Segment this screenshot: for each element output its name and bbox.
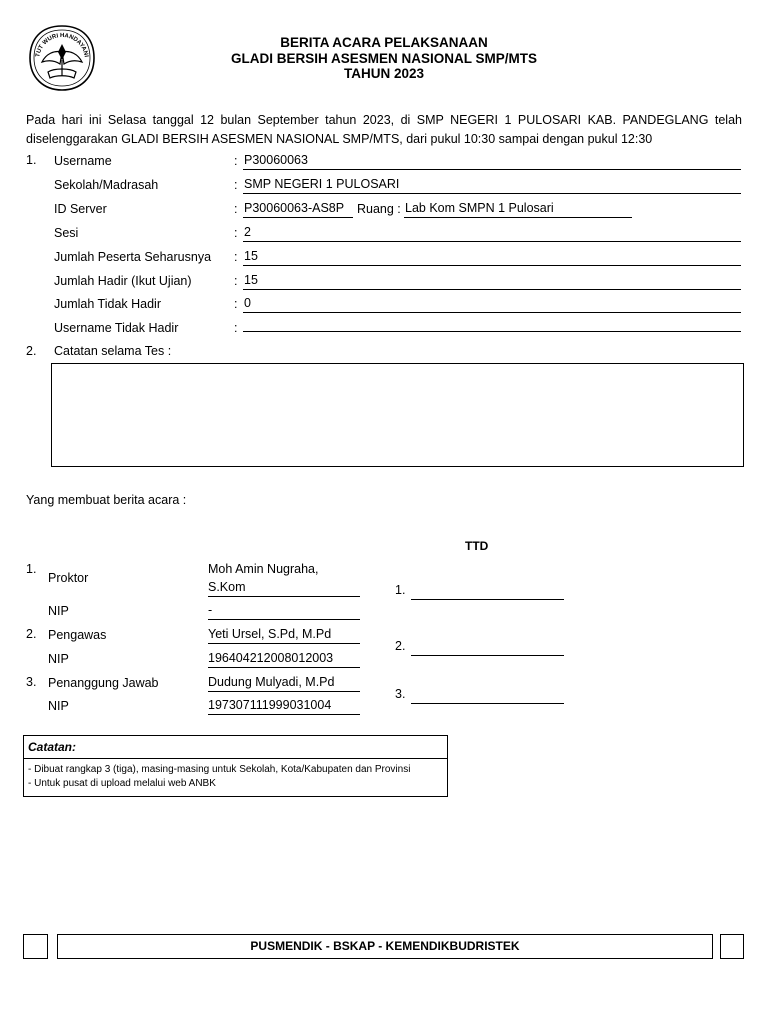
sig1-number: 1.	[395, 583, 406, 597]
value-ruang: Lab Kom SMPN 1 Pulosari	[404, 201, 632, 218]
colon: :	[234, 274, 238, 288]
catatan-title: Catatan:	[28, 740, 77, 754]
signer3-name: Dudung Mulyadi, M.Pd	[208, 675, 360, 692]
signer3-nip-label: NIP	[48, 699, 69, 713]
catatan-box	[23, 735, 448, 797]
section2-label: Catatan selama Tes :	[54, 344, 172, 358]
section2-number: 2.	[26, 344, 37, 358]
signature-line-2	[411, 655, 564, 656]
colon: :	[234, 226, 238, 240]
signer2-number: 2.	[26, 627, 37, 641]
signer2-nip-label: NIP	[48, 652, 69, 666]
label-jumlah-hadir: Jumlah Hadir (Ikut Ujian)	[54, 274, 192, 288]
signer2-nip: 196404212008012003	[208, 651, 360, 668]
intro-line1: Pada hari ini Selasa tanggal 12 bulan September tahun 2023, di SMP NEGERI 1 PULOSARI KAB. PANDEGLANG telah	[26, 113, 742, 127]
value-jumlah-hadir: 15	[243, 273, 741, 290]
intro-line2: diselenggarakan GLADI BERSIH ASESMEN NASIONAL SMP/MTS, dari pukul 10:30 sampai dengan pukul 12:30	[26, 132, 653, 146]
signer3-nip: 197307111999031004	[208, 698, 360, 715]
catatan-item-2: - Untuk pusat di upload melalui web ANBK	[28, 778, 216, 789]
logo-motto: TUT WURI HANDAYANI	[35, 32, 89, 58]
value-id-server: P30060063-AS8P	[243, 201, 353, 218]
colon: :	[234, 154, 238, 168]
footer-left-square	[23, 934, 48, 959]
value-jumlah-peserta: 15	[243, 249, 741, 266]
label-jumlah-peserta: Jumlah Peserta Seharusnya	[54, 250, 212, 264]
signers-intro: Yang membuat berita acara :	[26, 493, 187, 507]
signer3-role: Penanggung Jawab	[48, 676, 159, 690]
label-username: Username	[54, 154, 112, 168]
doc-title-line3: TAHUN 2023	[343, 66, 425, 81]
colon: :	[234, 297, 238, 311]
section1-number: 1.	[26, 153, 37, 167]
label-sesi: Sesi	[54, 226, 79, 240]
signer1-role: Proktor	[48, 571, 89, 585]
sig2-number: 2.	[395, 639, 406, 653]
signer2-name: Yeti Ursel, S.Pd, M.Pd	[208, 627, 360, 644]
colon: :	[234, 321, 238, 335]
signer3-number: 3.	[26, 675, 37, 689]
ttd-heading: TTD	[465, 539, 489, 553]
signature-line-3	[411, 703, 564, 704]
label-ruang: Ruang :	[357, 202, 401, 216]
signer2-role: Pengawas	[48, 628, 107, 642]
doc-title-line1: BERITA ACARA PELAKSANAAN	[280, 35, 488, 50]
value-username: P30060063	[243, 153, 741, 170]
catatan-divider	[24, 758, 447, 759]
colon: :	[234, 178, 238, 192]
colon: :	[234, 202, 238, 216]
label-sekolah: Sekolah/Madrasah	[54, 178, 159, 192]
sig3-number: 3.	[395, 687, 406, 701]
signer1-name-line2: S.Kom	[208, 580, 360, 597]
value-username-tidak-hadir	[243, 315, 741, 332]
catatan-item-1: - Dibuat rangkap 3 (tiga), masing-masing untuk Sekolah, Kota/Kabupaten dan Provinsi	[28, 764, 411, 775]
footer-right-square	[720, 934, 744, 959]
colon: :	[234, 250, 238, 264]
signer1-name-line1: Moh Amin Nugraha,	[208, 562, 319, 576]
notes-box	[51, 363, 744, 467]
footer-banner: PUSMENDIK - BSKAP - KEMENDIKBUDRISTEK	[57, 934, 713, 959]
signer1-number: 1.	[26, 562, 37, 576]
doc-title-line2: GLADI BERSIH ASESMEN NASIONAL SMP/MTS	[230, 51, 538, 66]
signer1-nip: -	[208, 603, 360, 620]
signer1-nip-label: NIP	[48, 604, 69, 618]
label-id-server: ID Server	[54, 202, 107, 216]
signature-line-1	[411, 599, 564, 600]
label-username-tidak-hadir: Username Tidak Hadir	[54, 321, 179, 335]
value-sekolah: SMP NEGERI 1 PULOSARI	[243, 177, 741, 194]
value-sesi: 2	[243, 225, 741, 242]
label-jumlah-tidak-hadir: Jumlah Tidak Hadir	[54, 297, 161, 311]
value-jumlah-tidak-hadir: 0	[243, 296, 741, 313]
